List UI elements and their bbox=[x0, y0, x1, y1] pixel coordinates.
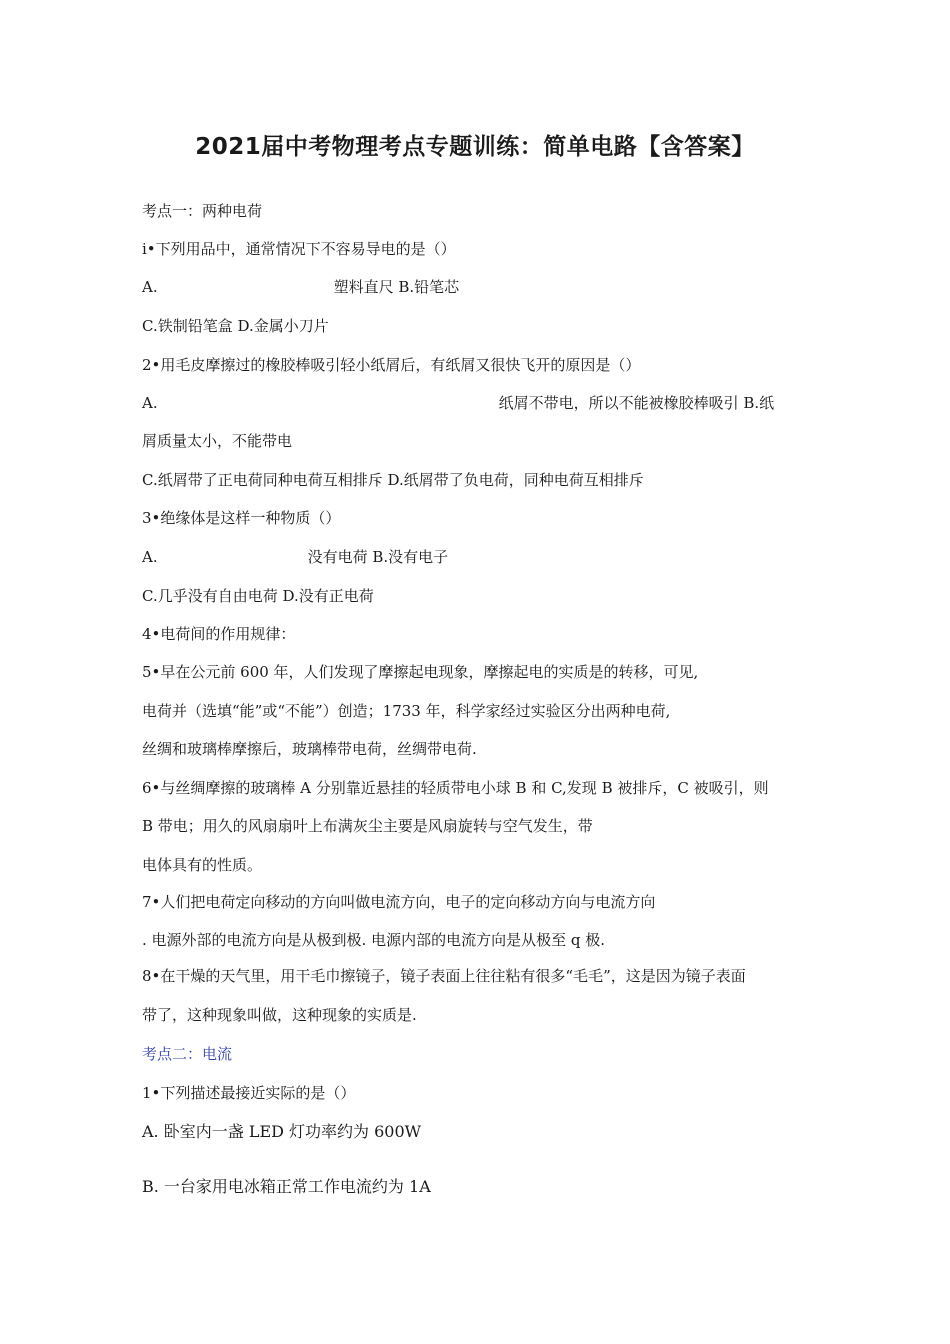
q2-option-a-label: A. bbox=[142, 394, 158, 412]
q6-line-2: B 带电；用久的风扇扇叶上布满灰尘主要是风扇旋转与空气发生，带 bbox=[142, 817, 593, 835]
q3-stem: 3•绝缘体是这样一种物质（） bbox=[142, 509, 341, 527]
section-heading-1: 考点一：两种电荷 bbox=[142, 202, 263, 220]
q4-stem: 4•电荷间的作用规律： bbox=[142, 625, 296, 643]
q5-line-2: 电荷并（选填“能”或“不能”）创造；1733 年，科学家经过实验区分出两种电荷, bbox=[142, 702, 671, 720]
q3-option-a-label: A. bbox=[142, 548, 158, 566]
q3-option-cd: C.几乎没有自由电荷 D.没有正电荷 bbox=[142, 587, 374, 605]
q1-option-a-b-text: 塑料直尺 B.铅笔芯 bbox=[333, 278, 460, 296]
q1-option-cd: C.铁制铅笔盒 D.金属小刀片 bbox=[142, 317, 329, 335]
q7-line-2: . 电源外部的电流方向是从极到极. 电源内部的电流方向是从极至 q 极. bbox=[142, 931, 605, 949]
q2-option-ab bbox=[142, 393, 774, 413]
page-title: 2021届中考物理考点专题训练：简单电路【含答案】 bbox=[195, 134, 755, 160]
q3-option-a-b-text: 没有电荷 B.没有电子 bbox=[307, 548, 449, 566]
q5-line-3: 丝绸和玻璃棒摩擦后，玻璃棒带电荷，丝绸带电荷. bbox=[142, 740, 477, 758]
s2-q1-option-a: A. 卧室内一盏 LED 灯功率约为 600W bbox=[142, 1122, 422, 1141]
q6-line-3: 电体具有的性质。 bbox=[142, 856, 263, 874]
q2-option-b-continued: 屑质量太小，不能带电 bbox=[142, 432, 293, 450]
q7-line-1: 7•人们把电荷定向移动的方向叫做电流方向，电子的定向移动方向与电流方向 bbox=[142, 893, 656, 911]
q1-stem: i•下列用品中，通常情况下不容易导电的是（） bbox=[142, 240, 456, 258]
q8-line-2: 带了，这种现象叫做，这种现象的实质是. bbox=[142, 1006, 417, 1024]
q3-option-ab bbox=[142, 547, 448, 567]
s2-q1-option-b: B. 一台家用电冰箱正常工作电流约为 1A bbox=[142, 1177, 431, 1196]
q2-option-cd: C.纸屑带了正电荷同种电荷互相排斥 D.纸屑带了负电荷，同种电荷互相排斥 bbox=[142, 471, 644, 489]
s2-q1-stem: 1•下列描述最接近实际的是（） bbox=[142, 1084, 356, 1102]
q1-option-a-label: A. bbox=[142, 278, 158, 296]
q2-stem: 2•用毛皮摩擦过的橡胶棒吸引轻小纸屑后，有纸屑又很快飞开的原因是（） bbox=[142, 356, 641, 374]
q6-line-1: 6•与丝绸摩擦的玻璃棒 A 分别靠近悬挂的轻质带电小球 B 和 C,发现 B 被排斥，C 被吸引，则 bbox=[142, 779, 769, 797]
q5-line-1: 5•早在公元前 600 年，人们发现了摩擦起电现象，摩擦起电的实质是的转移，可见, bbox=[142, 663, 699, 681]
section-heading-2: 考点二：电流 bbox=[142, 1045, 233, 1063]
q8-line-1: 8•在干燥的天气里，用干毛巾擦镜子，镜子表面上往往粘有很多“毛毛”，这是因为镜子表面 bbox=[142, 967, 746, 985]
q1-option-ab bbox=[142, 277, 459, 297]
q2-option-a-b-text: 纸屑不带电，所以不能被橡胶棒吸引 B.纸 bbox=[498, 394, 775, 412]
